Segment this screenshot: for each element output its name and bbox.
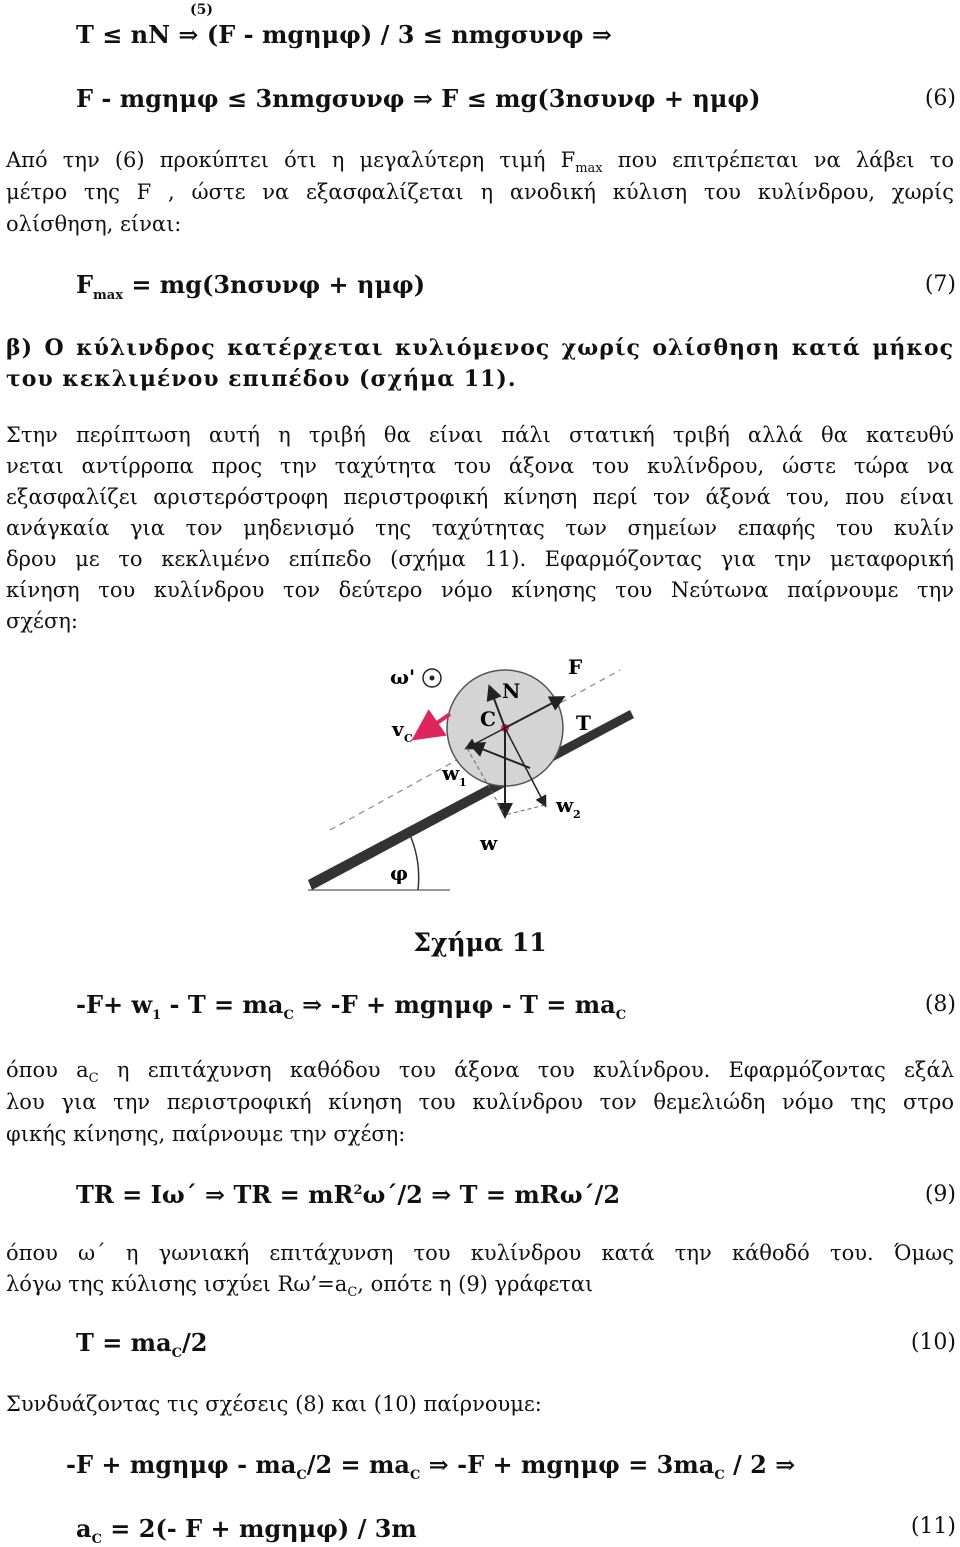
section-heading-b-line-2: του κεκλιμένου επιπέδου (σχήμα 11). <box>6 366 517 392</box>
equation-combined: $-F + mg\eta\mu\varphi - ma_C/2 = ma_C$ ⇒ $-F + mg\eta\mu\varphi = 3ma_C / 2$ ⇒ <box>66 1450 796 1483</box>
equation-6-number: (6) <box>924 86 956 111</box>
paragraph-4-line-2: λόγω της κύλισης ισχύει $R\omega’=a_C$, οπότε η (9) γράφεται <box>6 1272 594 1301</box>
label-phi: φ <box>390 861 409 885</box>
equation-9-number: (9) <box>924 1182 956 1207</box>
paragraph-4-line-1: όπου ω´ η γωνιακή επιτάχυνση του κυλίνδρου κατά την κάθοδό του. Όμως <box>6 1241 954 1265</box>
paragraph-1-line-1: Από την (6) προκύπτει ότι η μεγαλύτερη τιμή $F_{max}$ που επιτρέπεται να λάβει το <box>6 148 954 177</box>
label-n: N <box>502 679 521 703</box>
paragraph-2-line-2: νεται αντίρροπα προς την ταχύτητα του άξονα του κυλίνδρου, ώστε τώρα να <box>6 454 954 478</box>
label-w2-sub: 2 <box>573 808 581 821</box>
equation-5: T ≤ nN ⇒ (F - mgημφ) / 3 ≤ nmgσυνφ ⇒ <box>76 20 613 49</box>
label-w: w <box>480 831 498 855</box>
section-heading-b-line-1: β) Ο κύλινδρος κατέρχεται κυλιόμενος χωρίς ολίσθηση κατά μήκος <box>6 335 954 361</box>
equation-8-number: (8) <box>924 992 956 1017</box>
equation-9: TR = Iω´ ⇒ TR = $mR^2\omega´/2$ ⇒ T = mRω´/2 <box>76 1180 621 1209</box>
label-w1-sub: 1 <box>459 776 467 789</box>
equation-8: $-F+ w_1 - T = ma_C$ ⇒ $-F + mg\eta\mu\varphi - T = ma_C$ <box>76 990 627 1023</box>
label-c: C <box>480 707 496 731</box>
paragraph-2-line-4: ανάγκαία για τον μηδενισμό της ταχύτητας των σημείων επαφής του κυλίν <box>6 516 954 540</box>
label-w2: w <box>556 793 574 817</box>
paragraph-3-line-1: όπου $a_C$ η επιτάχυνση καθόδου του άξονα του κυλίνδρου. Εφαρμόζοντας εξάλ <box>6 1058 954 1087</box>
equation-10: $T = ma_C/2$ <box>76 1328 208 1361</box>
paragraph-1-line-3: ολίσθηση, είναι: <box>6 212 182 236</box>
equation-6: F - mgημφ ≤ 3nmgσυνφ ⇒ F ≤ mg(3nσυνφ + ημφ) <box>76 84 761 113</box>
label-vc-sub: C <box>404 732 413 745</box>
paragraph-2-line-7: σχέση: <box>6 609 78 633</box>
equation-5-label: (5) <box>190 2 213 18</box>
equation-11-number: (11) <box>910 1514 956 1539</box>
equation-11: $a_C = 2(-$ F + mgημφ) / 3m <box>76 1514 417 1547</box>
figure-caption: Σχήμα 11 <box>413 928 547 957</box>
figure-11-inclined-cylinder <box>300 640 660 900</box>
label-f: F <box>568 655 583 679</box>
paragraph-1-line-2: μέτρο της F , ώστε να εξασφαλίζεται η ανοδική κύλιση του κυλίνδρου, χωρίς <box>6 180 954 204</box>
label-t: T <box>576 711 591 735</box>
angle-arc <box>410 835 419 890</box>
label-w1: w <box>442 761 460 785</box>
equation-7-number: (7) <box>924 272 956 297</box>
label-vc: v <box>392 717 404 741</box>
label-omega: ω' <box>390 665 416 689</box>
paragraph-5: Συνδυάζοντας τις σχέσεις (8) και (10) παίρνουμε: <box>6 1392 542 1416</box>
paragraph-2-line-6: κίνηση του κυλίνδρου τον δεύτερο νόμο κίνησης του Νεύτωνα παίρνουμε την <box>6 578 954 602</box>
paragraph-2-line-1: Στην περίπτωση αυτή η τριβή θα είναι πάλι στατική τριβή αλλά θα κατευθύ <box>6 423 954 447</box>
paragraph-2-line-5: δρου με το κεκλιμένο επίπεδο (σχήμα 11). Εφαρμόζοντας για την μεταφορική <box>6 547 954 571</box>
paragraph-3-line-3: φικής κίνησης, παίρνουμε την σχέση: <box>6 1122 406 1146</box>
equation-7: $F_{max} = mg(3n\sigma\upsilon\nu\varphi + \eta\mu\varphi)$ <box>76 270 426 303</box>
velocity-vc-arrow <box>418 714 450 736</box>
equation-10-number: (10) <box>910 1330 956 1355</box>
paragraph-3-line-2: λου για την περιστροφική κίνηση του κυλίνδρου τον θεμελιώδη νόμο της στρο <box>6 1090 954 1114</box>
paragraph-2-line-3: εξασφαλίζει αριστερόστροφη περιστροφική κίνηση περί τον άξονά του, που είναι <box>6 485 954 509</box>
